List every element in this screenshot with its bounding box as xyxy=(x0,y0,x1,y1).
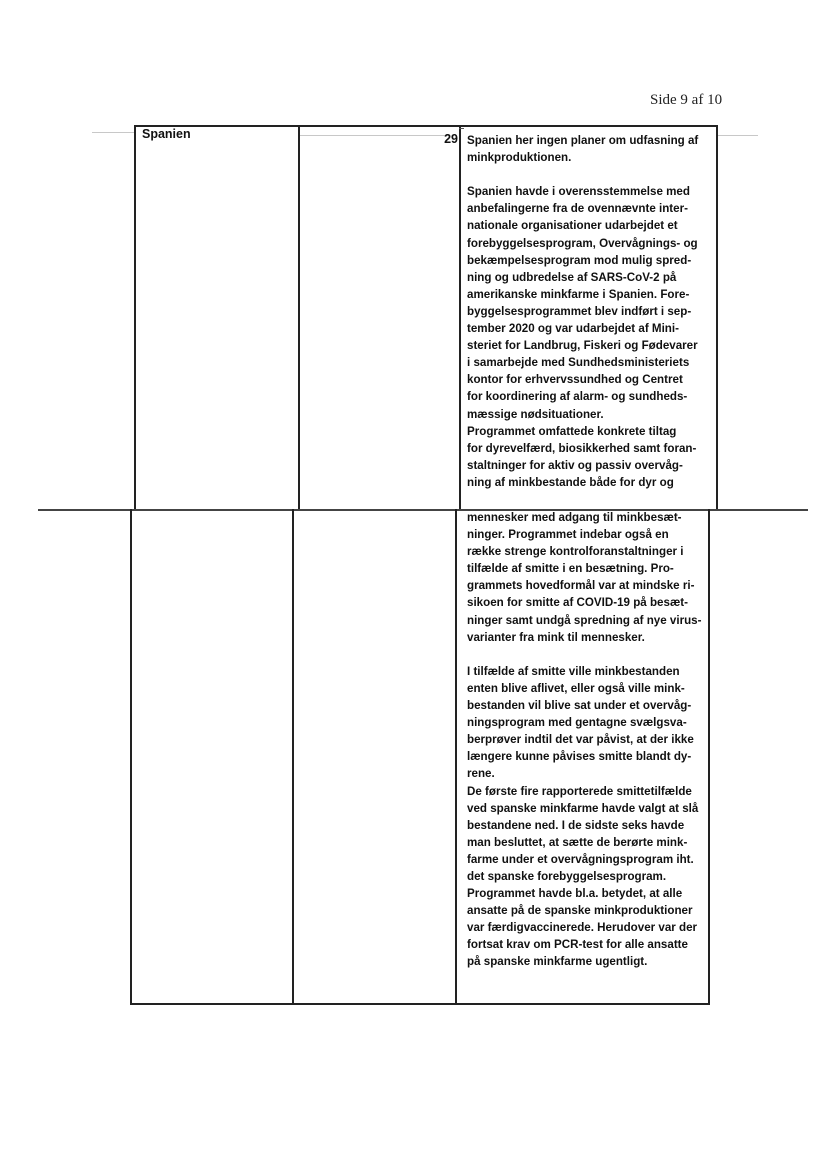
text-line: tilfælde af smitte i en besætning. Pro- xyxy=(467,562,674,576)
table-left-border xyxy=(134,125,136,509)
table-bottom-border xyxy=(130,1003,710,1005)
text-line: farme under et overvågningsprogram iht. xyxy=(467,852,694,866)
text-line: berprøver indtil det var påvist, at der ikke xyxy=(467,733,694,747)
table-column-divider-2 xyxy=(459,125,461,509)
text-line: bekæmpelsesprogram mod mulig spred- xyxy=(467,253,692,267)
text-line: Programmet omfattede konkrete tiltag xyxy=(467,424,677,438)
text-line: byggelsesprogrammet blev indført i sep- xyxy=(467,304,692,318)
scan-faint-line xyxy=(92,132,136,133)
scan-faint-line xyxy=(718,135,758,136)
text-line: bestandene ned. I de sidste seks havde xyxy=(467,818,685,832)
text-line: længere kunne påvises smitte blandt dy- xyxy=(467,750,692,764)
text-line: det spanske forebyggelsesprogram. xyxy=(467,869,667,883)
text-line: for koordinering af alarm- og sundheds- xyxy=(467,390,688,404)
text-line: ninger. Programmet indebar også en xyxy=(467,528,669,542)
text-line-blank xyxy=(467,166,711,183)
table-left-border-lower xyxy=(130,509,132,1004)
text-line-blank xyxy=(467,646,711,663)
text-line: rene. xyxy=(467,767,495,781)
text-line: ninger samt undgå spredning af nye virus- xyxy=(467,613,702,627)
text-line: var færdigvaccinerede. Herudover var der xyxy=(467,921,698,935)
number-cell: 29 xyxy=(444,132,458,146)
text-line: for dyrevelfærd, biosikkerhed samt foran- xyxy=(467,441,697,455)
text-line: række strenge kontrolforanstaltninger i xyxy=(467,545,684,559)
text-line: mæssige nødsituationer. xyxy=(467,407,604,421)
text-line: De første fire rapporterede smittetilfælde xyxy=(467,784,692,798)
text-line: steriet for Landbrug, Fiskeri og Fødevarer xyxy=(467,339,698,353)
text-line: grammets hovedformål var at mindske ri- xyxy=(467,579,695,593)
text-line: amerikanske minkfarme i Spanien. Fore- xyxy=(467,287,690,301)
text-line: i samarbejde med Sundhedsministeriets xyxy=(467,356,690,370)
text-line: staltninger for aktiv og passiv overvåg- xyxy=(467,458,683,472)
text-line: fortsat krav om PCR-test for alle ansatte xyxy=(467,938,688,952)
text-line: enten blive aflivet, eller også ville mink- xyxy=(467,681,685,695)
text-line: kontor for erhvervssundhed og Centret xyxy=(467,373,683,387)
table-right-border xyxy=(716,125,718,509)
page-number: Side 9 af 10 xyxy=(650,92,723,108)
table-column-divider-2-lower xyxy=(455,509,457,1004)
text-line: Programmet havde bl.a. betydet, at alle xyxy=(467,887,683,901)
text-line: man besluttet, at sætte de berørte mink- xyxy=(467,835,688,849)
text-line: sikoen for smitte af COVID-19 på besæt- xyxy=(467,596,688,610)
text-line: nationale organisationer udarbejdet et xyxy=(467,219,678,233)
text-line: ning og udbredelse af SARS-CoV-2 på xyxy=(467,270,677,284)
text-line: bestanden vil blive sat under et overvåg- xyxy=(467,699,692,713)
text-line: mennesker med adgang til minkbesæt- xyxy=(467,511,682,524)
text-line: ningsprogram med gentagne svælgsva- xyxy=(467,716,687,730)
description-text-part1 xyxy=(467,132,711,491)
table-column-divider-1-lower xyxy=(292,509,294,1004)
table-column-divider-3 xyxy=(459,128,464,129)
text-line: tember 2020 og var udarbejdet af Mini- xyxy=(467,322,679,336)
text-line: varianter fra mink til mennesker. xyxy=(467,630,645,644)
description-text-part2 xyxy=(467,509,711,971)
table-top-border xyxy=(134,125,718,127)
text-line: Spanien her ingen planer om udfasning af xyxy=(467,134,699,147)
text-line: Spanien havde i overensstemmelse med xyxy=(467,185,690,199)
table-column-divider-1 xyxy=(298,125,300,509)
text-line: ved spanske minkfarme havde valgt at slå xyxy=(467,801,699,815)
text-line: I tilfælde af smitte ville minkbestanden xyxy=(467,664,680,678)
text-line: anbefalingerne fra de ovennævnte inter- xyxy=(467,202,688,216)
text-line: på spanske minkfarme ugentligt. xyxy=(467,955,648,969)
country-cell: Spanien xyxy=(142,127,191,141)
text-line: minkproduktionen. xyxy=(467,151,572,165)
text-line: forebyggelsesprogram, Overvågnings- og xyxy=(467,236,698,250)
text-line: ansatte på de spanske minkproduktioner xyxy=(467,904,693,918)
text-line: ning af minkbestande både for dyr og xyxy=(467,475,674,489)
